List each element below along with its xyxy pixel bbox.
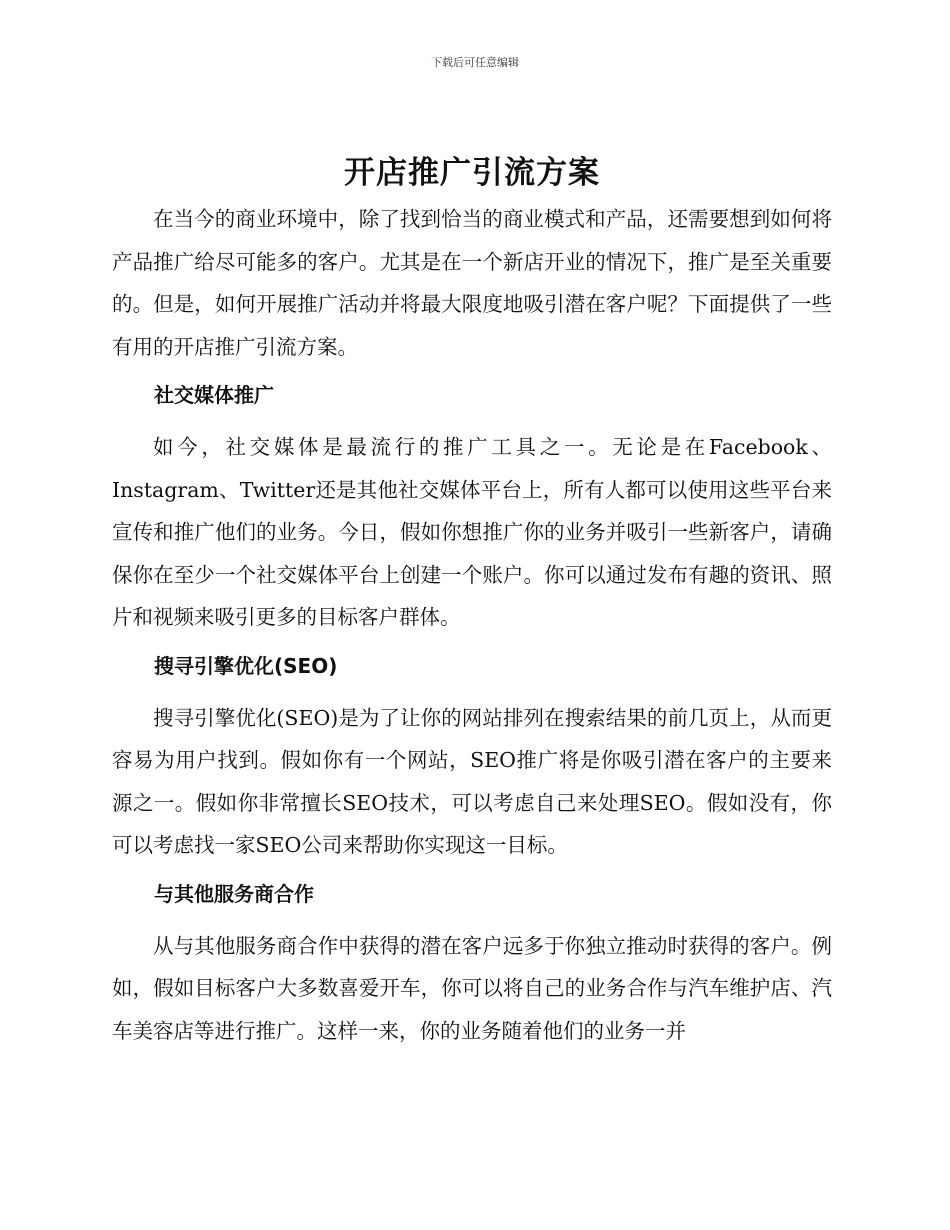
document-title: 开店推广引流方案 bbox=[344, 155, 600, 191]
page-header-note: 下载后可任意编辑 bbox=[431, 56, 519, 69]
section-heading-seo: 搜寻引擎优化(SEO) bbox=[154, 653, 338, 678]
section-body-partnership: 从与其他服务商合作中获得的潜在客户远多于你独立推动时获得的客户。例如，假如目标客户大多数喜爱开车，你可以将自己的业务合作与汽车维护店、汽车美容店等进行推广。这样一来，你的业务随着他们的业务一并 bbox=[112, 933, 832, 1043]
section-heading-social-media: 社交媒体推广 bbox=[154, 383, 274, 407]
section-body-seo: 搜寻引擎优化(SEO)是为了让你的网站排列在搜索结果的前几页上，从而更容易为用户找到。假如你有一个网站，SEO推广将是你吸引潜在客户的主要来源之一。假如你非常擅长SEO技术，可以考虑自己来处理SEO。假如没有，你可以考虑找一家SEO公司来帮助你实现这一目标。 bbox=[112, 705, 832, 857]
section-heading-partnership: 与其他服务商合作 bbox=[154, 881, 314, 906]
document-body bbox=[112, 150, 832, 1058]
intro-paragraph: 在当今的商业环境中，除了找到恰当的商业模式和产品，还需要想到如何将产品推广给尽可能多的客户。尤其是在一个新店开业的情况下，推广是至关重要的。但是，如何开展推广活动并将最大限度地吸引潜在客户呢？下面提供了一些有用的开店推广引流方案。 bbox=[112, 207, 832, 359]
section-body-social-media: 如今，社交媒体是最流行的推广工具之一。无论是在Facebook、Instagram、Twitter还是其他社交媒体平台上，所有人都可以使用这些平台来宣传和推广他们的业务。今日，假如你想推广你的业务并吸引一些新客户，请确保你在至少一个社交媒体平台上创建一个账户。你可以通过发布有趣的资讯、照片和视频来吸引更多的目标客户群体。 bbox=[112, 435, 832, 629]
